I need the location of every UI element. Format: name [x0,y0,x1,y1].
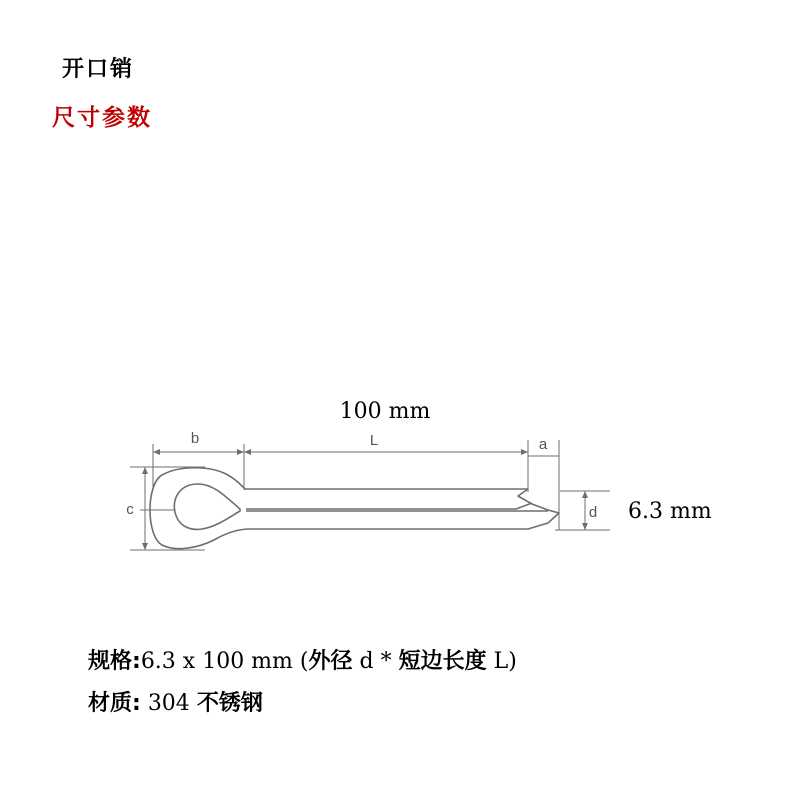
spec-outer-diameter-text: 外径 [308,649,353,674]
overall-length-label: 100 mm [339,399,431,424]
dimension-L-label: L [369,432,379,449]
dimension-lines [130,440,610,550]
page-title: 开口销 [62,57,135,82]
section-subtitle: 尺寸参数 [52,105,152,131]
spec-l-symbol: L) [493,649,517,674]
material-grade: 304 [147,691,190,716]
dimension-b-label: b [190,430,200,447]
diameter-value-label: 6.3 mm [628,499,712,524]
spec-d-symbol: d * [359,649,399,674]
spec-value: 6.3 x 100 mm [140,649,293,674]
specification-line [88,644,517,675]
dimension-arrows [142,449,588,550]
spec-open-paren: ( [299,649,309,674]
cotter-pin-outline [150,468,559,549]
material-line [88,686,263,717]
dimension-c-label: c [126,501,134,518]
dimension-d-label: d [588,504,598,521]
spec-short-side-text: 短边长度 [398,649,487,674]
material-label: 材质: [88,691,141,716]
dimension-a-label: a [538,436,548,453]
spec-label: 规格: [88,649,141,674]
material-name: 不锈钢 [196,691,263,716]
